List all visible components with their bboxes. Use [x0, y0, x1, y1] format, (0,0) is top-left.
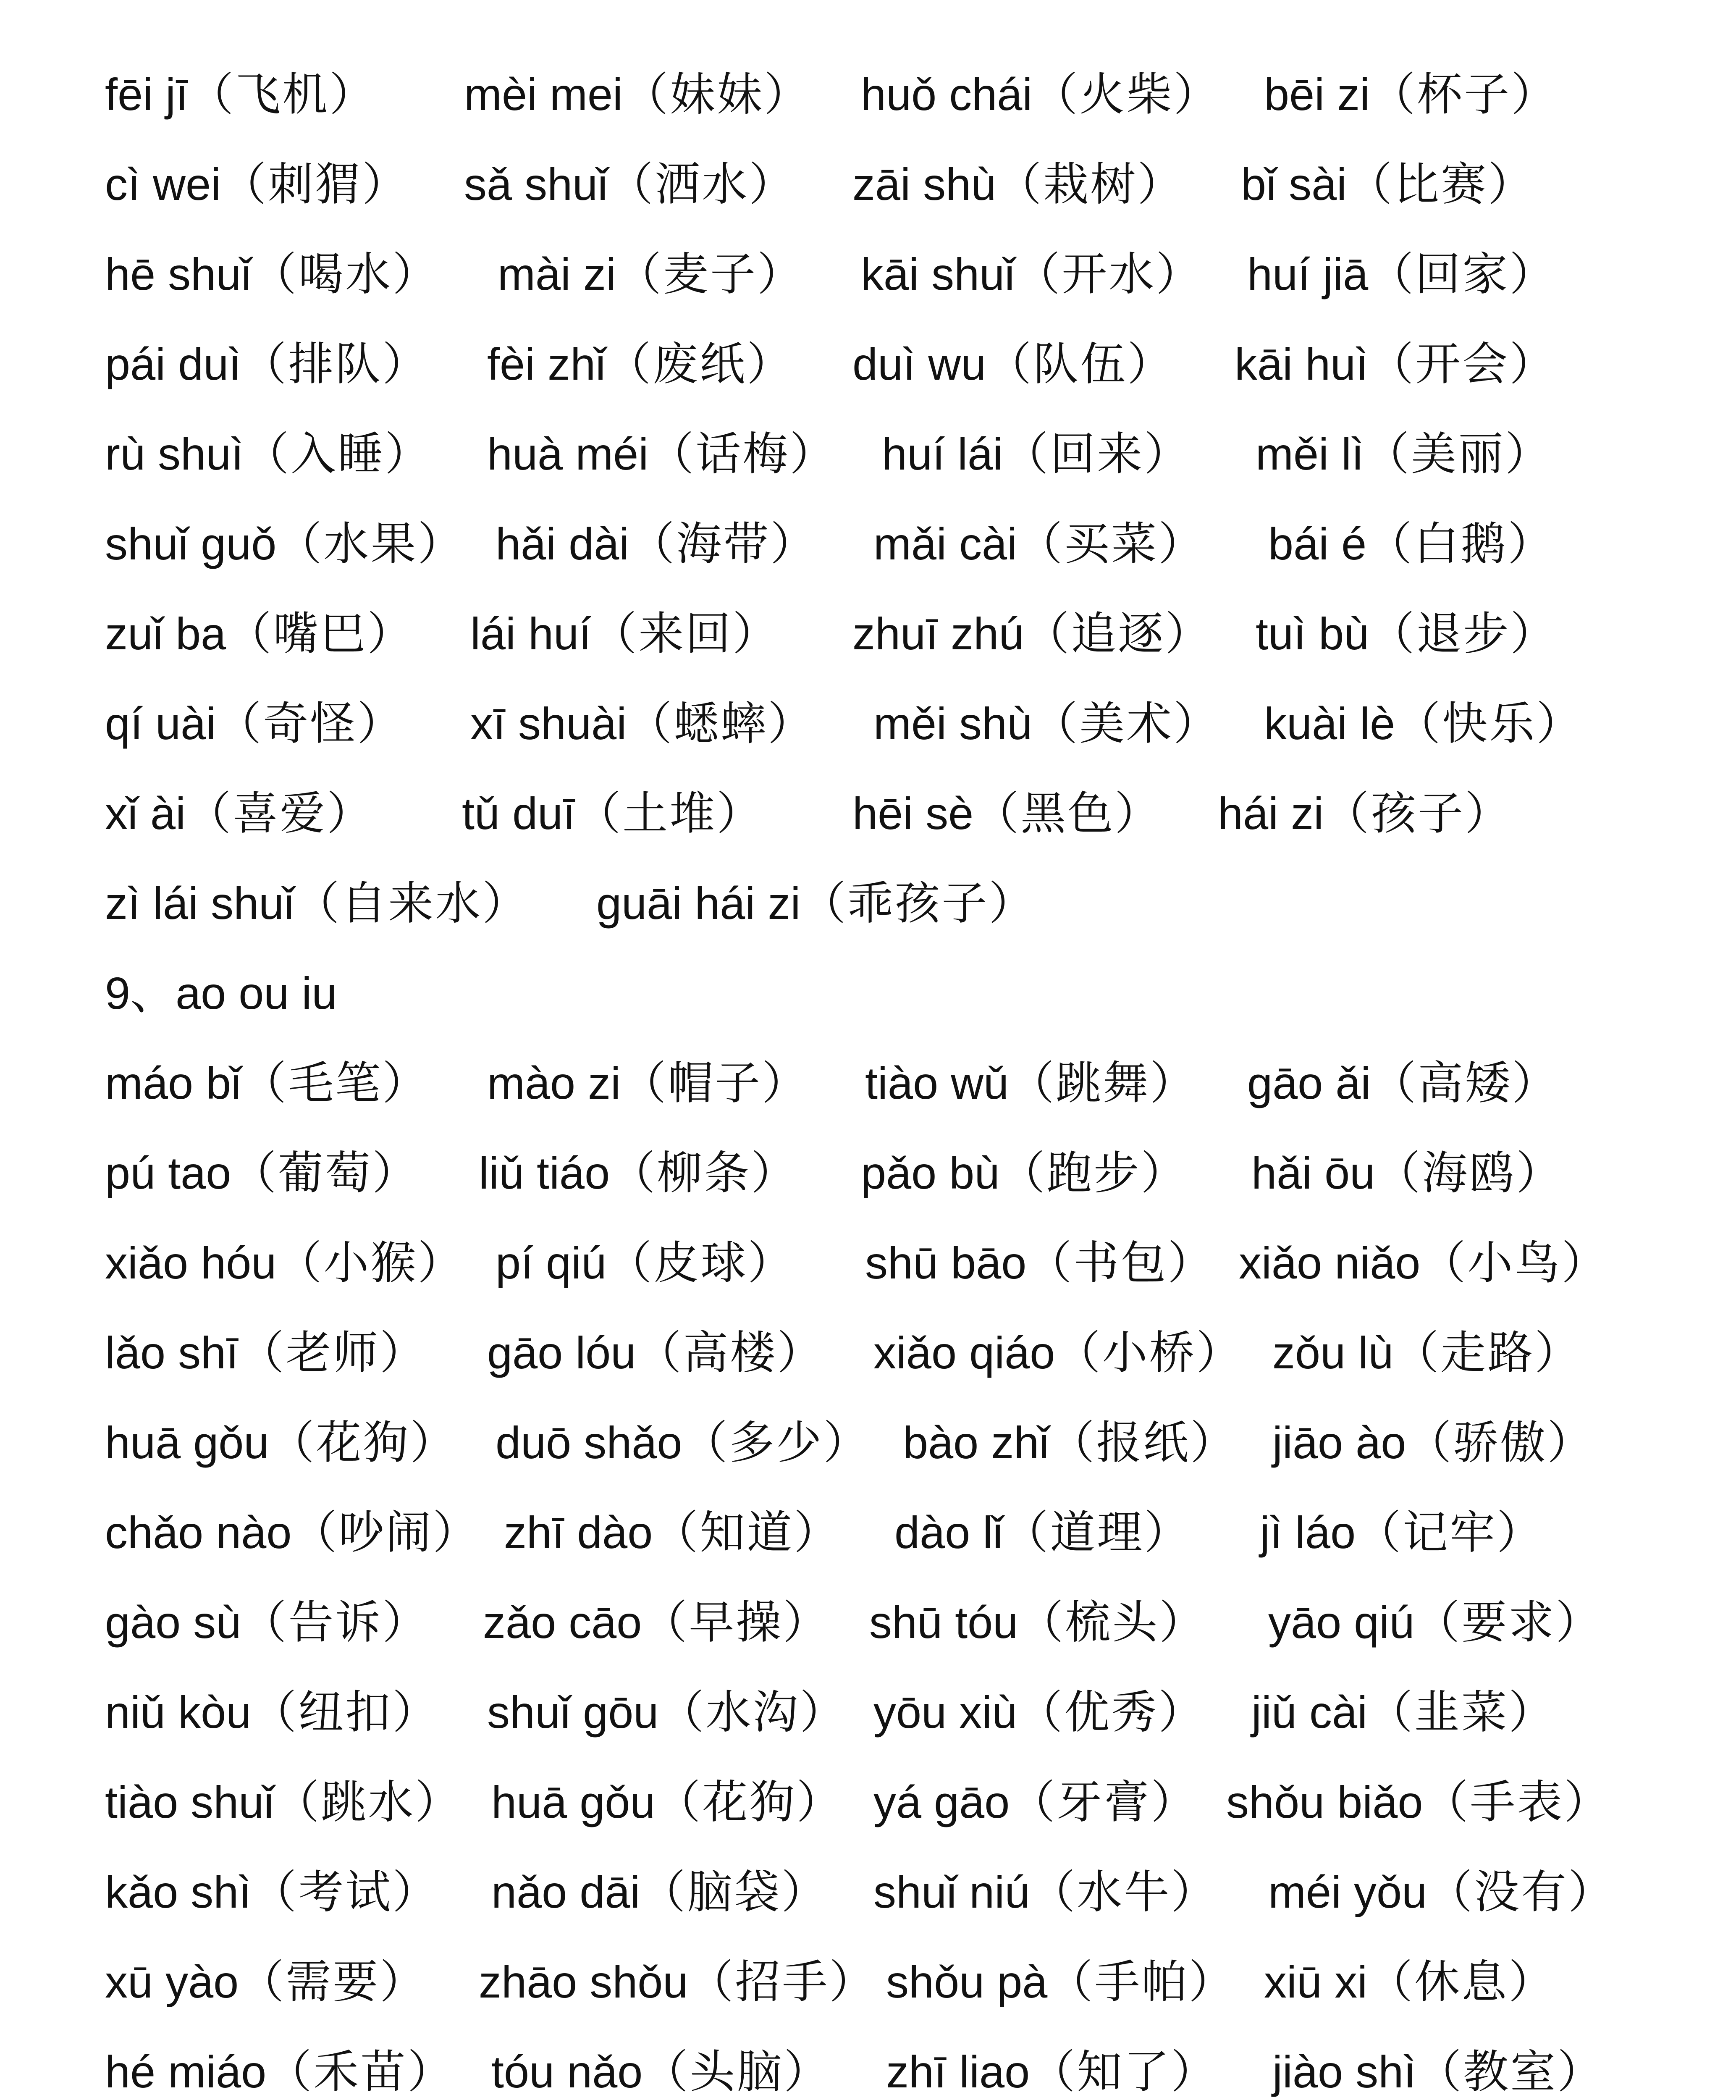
vocabulary-entry — [105, 1403, 457, 1483]
hanzi-text: （开会） — [1368, 338, 1557, 391]
vocabulary-entry — [105, 1942, 427, 2023]
pinyin-text: pái duì — [105, 339, 241, 389]
vocabulary-row — [0, 1672, 1736, 1752]
pinyin-text: měi lì — [1256, 428, 1364, 479]
hanzi-text: （快乐） — [1395, 698, 1584, 750]
hanzi-text: （美丽） — [1364, 428, 1552, 480]
hanzi-text: （早操） — [642, 1596, 830, 1649]
pinyin-text: xiǎo qiáo — [873, 1327, 1055, 1378]
vocabulary-entry — [105, 1043, 429, 1124]
pinyin-text: zhī dào — [504, 1507, 653, 1558]
pinyin-text: gāo ǎi — [1247, 1058, 1371, 1108]
vocabulary-row — [0, 1942, 1736, 2022]
vocabulary-entry — [1241, 144, 1535, 225]
vocabulary-entry — [852, 324, 1174, 405]
hanzi-text: （水果） — [276, 518, 465, 570]
hanzi-text: （纽扣） — [251, 1686, 440, 1739]
pinyin-text: shuǐ gōu — [487, 1687, 659, 1738]
pinyin-text: huí jiā — [1247, 249, 1369, 299]
pinyin-text: nǎo dāi — [491, 1866, 640, 1917]
pinyin-text: mǎi cài — [873, 518, 1017, 569]
hanzi-text: （排队） — [241, 338, 430, 391]
vocabulary-entry — [470, 684, 815, 764]
vocabulary-entry — [873, 1313, 1243, 1394]
pinyin-text: kāi shuǐ — [861, 249, 1015, 299]
hanzi-text: （知了） — [1030, 2046, 1218, 2098]
pinyin-text: zǎo cāo — [483, 1597, 642, 1648]
hanzi-text: （要求） — [1414, 1596, 1603, 1649]
vocabulary-entry — [1272, 1313, 1581, 1394]
hanzi-text: （知道） — [653, 1507, 841, 1559]
hanzi-text: （妹妹） — [623, 68, 811, 121]
hanzi-text: （高矮） — [1371, 1057, 1559, 1110]
hanzi-text: （奇怪） — [216, 698, 404, 750]
pinyin-text: yōu xiù — [873, 1687, 1017, 1738]
hanzi-text: （喝水） — [251, 248, 440, 301]
pinyin-text: mào zi — [487, 1058, 621, 1108]
pinyin-text: jiāo ào — [1272, 1417, 1406, 1468]
pinyin-text: hǎi ōu — [1251, 1147, 1375, 1198]
hanzi-text: （梳头） — [1018, 1596, 1206, 1649]
pinyin-text: tǔ duī — [462, 788, 576, 839]
pinyin-text: bēi zi — [1264, 69, 1370, 120]
pinyin-text: huǒ chái — [861, 69, 1033, 120]
hanzi-text: （花狗） — [655, 1776, 844, 1829]
vocabulary-entry — [869, 1583, 1206, 1663]
pinyin-text: bào zhǐ — [903, 1417, 1049, 1468]
vocabulary-entry — [105, 1583, 429, 1663]
hanzi-text: （追逐） — [1024, 608, 1212, 660]
pinyin-text: guāi hái zi — [596, 878, 801, 929]
hanzi-text: （老师） — [239, 1327, 427, 1379]
vocabulary-entry — [105, 55, 376, 135]
vocabulary-entry — [1260, 1493, 1544, 1573]
pinyin-text: shuǐ niú — [873, 1866, 1030, 1917]
pinyin-text: xiǎo hóu — [105, 1237, 277, 1288]
pinyin-text: gāo lóu — [487, 1327, 636, 1378]
hanzi-text: （优秀） — [1017, 1686, 1206, 1739]
vocabulary-entry — [1218, 774, 1512, 854]
vocabulary-entry — [105, 1762, 462, 1843]
hanzi-text: （海带） — [629, 518, 818, 570]
pinyin-text: bǐ sài — [1241, 159, 1347, 210]
pinyin-text: jì láo — [1260, 1507, 1356, 1558]
vocabulary-entry — [105, 1313, 427, 1394]
pinyin-text: yāo qiú — [1268, 1597, 1415, 1648]
pinyin-text: xǐ ài — [105, 788, 186, 839]
pinyin-text: jiǔ cài — [1251, 1687, 1368, 1738]
pinyin-text: yá gāo — [873, 1777, 1010, 1827]
hanzi-text: （飞机） — [188, 68, 377, 121]
pinyin-text: kāi huì — [1235, 339, 1369, 389]
vocabulary-entry — [105, 1223, 464, 1304]
pinyin-text: hē shuǐ — [105, 249, 252, 299]
vocabulary-entry — [105, 774, 374, 854]
hanzi-text: （走路） — [1393, 1327, 1582, 1379]
vocabulary-entry — [873, 504, 1205, 585]
hanzi-text: （禾苗） — [266, 2046, 455, 2098]
vocabulary-entry — [873, 1672, 1205, 1753]
vocabulary-entry — [483, 1583, 830, 1663]
vocabulary-row — [0, 1313, 1736, 1393]
vocabulary-row — [0, 324, 1736, 404]
hanzi-text: （手表） — [1423, 1776, 1611, 1829]
hanzi-text: （脑袋） — [640, 1866, 829, 1919]
pinyin-text: pí qiú — [496, 1237, 607, 1288]
hanzi-text: （开水） — [1015, 248, 1203, 301]
vocabulary-entry — [596, 864, 1036, 944]
vocabulary-row — [0, 55, 1736, 134]
hanzi-text: （毛笔） — [241, 1057, 430, 1110]
hanzi-text: （跳舞） — [1009, 1057, 1197, 1110]
pinyin-text: měi shù — [873, 698, 1033, 749]
pinyin-text: tiào shuǐ — [105, 1777, 274, 1827]
vocabulary-entry — [464, 55, 811, 135]
vocabulary-entry — [1235, 324, 1556, 405]
hanzi-text: （招手） — [688, 1956, 876, 2008]
hanzi-text: （柳条） — [610, 1147, 798, 1200]
vocabulary-entry — [462, 774, 763, 854]
hanzi-text: （头脑） — [642, 2046, 831, 2098]
vocabulary-entry — [105, 1133, 419, 1214]
vocabulary-row — [0, 1493, 1736, 1572]
vocabulary-entry — [873, 1852, 1218, 1933]
vocabulary-entry — [865, 1223, 1214, 1304]
vocabulary-entry — [886, 2032, 1218, 2100]
vocabulary-entry — [491, 2032, 831, 2100]
hanzi-text: （骄傲） — [1406, 1417, 1594, 1469]
pinyin-text: rù shuì — [105, 428, 244, 479]
pinyin-text: xiǎo niǎo — [1239, 1237, 1421, 1288]
hanzi-text: （海鸥） — [1375, 1147, 1563, 1200]
pinyin-text: xū yào — [105, 1956, 239, 2007]
pinyin-text: zǒu lù — [1272, 1327, 1394, 1378]
vocabulary-entry — [105, 594, 414, 675]
pinyin-text: lǎo shī — [105, 1327, 239, 1378]
vocabulary-entry — [852, 594, 1212, 675]
vocabulary-entry — [487, 1672, 847, 1753]
vocabulary-row — [0, 144, 1736, 224]
pinyin-text: zhī liao — [886, 2046, 1030, 2097]
vocabulary-entry — [1226, 1762, 1611, 1843]
pinyin-text: méi yǒu — [1268, 1866, 1427, 1917]
hanzi-text: （考试） — [251, 1866, 440, 1919]
hanzi-text: （来回） — [591, 608, 780, 660]
pinyin-text: zāi shù — [852, 159, 996, 210]
vocabulary-entry — [1264, 1942, 1555, 2023]
vocabulary-entry — [903, 1403, 1237, 1483]
vocabulary-entry — [1256, 414, 1552, 495]
vocabulary-entry — [105, 144, 409, 225]
hanzi-text: （比赛） — [1347, 158, 1535, 211]
pinyin-text: bái é — [1268, 518, 1367, 569]
pinyin-text: mèi mei — [464, 69, 623, 120]
vocabulary-entry — [861, 234, 1203, 315]
hanzi-text: （土堆） — [575, 788, 764, 840]
pinyin-text: jiào shì — [1272, 2046, 1416, 2097]
hanzi-text: （回家） — [1368, 248, 1557, 301]
vocabulary-row — [0, 234, 1736, 314]
hanzi-text: （皮球） — [606, 1237, 795, 1289]
vocabulary-entry — [1268, 504, 1555, 585]
hanzi-text: （话梅） — [648, 428, 837, 480]
hanzi-text: （多少） — [682, 1417, 871, 1469]
vocabulary-row — [0, 2032, 1736, 2100]
hanzi-text: （吵闹） — [291, 1507, 480, 1559]
pinyin-text: cì wei — [105, 159, 221, 210]
hanzi-text: （韭菜） — [1367, 1686, 1556, 1739]
pinyin-text: zhuī zhú — [852, 608, 1024, 659]
pinyin-text: huí lái — [882, 428, 1003, 479]
vocabulary-entry — [1264, 55, 1558, 135]
vocabulary-entry — [498, 234, 804, 315]
vocabulary-row — [0, 504, 1736, 584]
hanzi-text: （退步） — [1369, 608, 1558, 660]
pinyin-text: sǎ shuǐ — [464, 159, 608, 210]
vocabulary-entry — [894, 1493, 1191, 1573]
vocabulary-entry — [491, 1852, 828, 1933]
vocabulary-entry — [496, 1223, 795, 1304]
hanzi-text: （教室） — [1416, 2046, 1605, 2098]
pinyin-text: tuì bù — [1256, 608, 1369, 659]
hanzi-text: （小桥） — [1055, 1327, 1243, 1379]
hanzi-text: （白鹅） — [1366, 518, 1555, 570]
hanzi-text: （刺猬） — [221, 158, 409, 211]
hanzi-text: （喜爱） — [186, 788, 374, 840]
hanzi-text: （入睡） — [244, 428, 432, 480]
pinyin-text: kuài lè — [1264, 698, 1395, 749]
hanzi-text: （自来水） — [294, 877, 530, 930]
hanzi-text: （回来） — [1003, 428, 1191, 480]
vocabulary-entry — [105, 1852, 439, 1933]
vocabulary-entry — [105, 684, 404, 764]
vocabulary-row — [0, 1403, 1736, 1483]
vocabulary-entry — [504, 1493, 841, 1573]
hanzi-text: （火柴） — [1032, 68, 1221, 121]
pinyin-text: tóu nǎo — [491, 2046, 643, 2097]
vocabulary-entry — [861, 55, 1220, 135]
pinyin-text: lái huí — [470, 608, 592, 659]
hanzi-text: （嘴巴） — [226, 608, 414, 660]
hanzi-text: （美术） — [1032, 698, 1221, 750]
hanzi-text: （乖孩子） — [800, 877, 1036, 930]
hanzi-text: （废纸） — [606, 338, 794, 391]
vocabulary-row — [0, 1223, 1736, 1303]
hanzi-text: （手帕） — [1047, 1956, 1236, 2008]
vocabulary-entry — [852, 774, 1162, 854]
vocabulary-row — [0, 1762, 1736, 1842]
pinyin-text: huā gǒu — [491, 1777, 656, 1827]
vocabulary-entry — [886, 1942, 1235, 2023]
pinyin-text: huà méi — [487, 428, 649, 479]
hanzi-text: （牙膏） — [1010, 1776, 1198, 1829]
vocabulary-entry — [1247, 234, 1556, 315]
hanzi-text: （买菜） — [1017, 518, 1206, 570]
hanzi-text: （黑色） — [973, 788, 1162, 840]
hanzi-text: （跑步） — [999, 1147, 1188, 1200]
pinyin-text: hǎi dài — [496, 518, 629, 569]
vocabulary-entry — [1251, 1672, 1555, 1753]
vocabulary-entry — [1268, 1852, 1615, 1933]
pinyin-text: gào sù — [105, 1597, 241, 1648]
vocabulary-entry — [882, 414, 1191, 495]
vocabulary-entry — [479, 1133, 798, 1214]
vocabulary-row — [0, 684, 1736, 764]
hanzi-text: （孩子） — [1324, 788, 1512, 840]
hanzi-text: （葡萄） — [231, 1147, 420, 1200]
pinyin-text: liǔ tiáo — [479, 1147, 610, 1198]
vocabulary-entry — [105, 1672, 439, 1753]
pinyin-text: shǒu biǎo — [1226, 1777, 1423, 1827]
pinyin-text: hēi sè — [852, 788, 974, 839]
pinyin-text: chǎo nào — [105, 1507, 292, 1558]
vocabulary-entry — [487, 414, 837, 495]
vocabulary-entry — [105, 234, 439, 315]
pinyin-text: xī shuài — [470, 698, 627, 749]
vocabulary-entry — [479, 1942, 876, 2023]
hanzi-text: （报纸） — [1049, 1417, 1238, 1469]
pinyin-text: máo bǐ — [105, 1058, 241, 1108]
vocabulary-row — [0, 1133, 1736, 1213]
hanzi-text: （记牢） — [1356, 1507, 1544, 1559]
vocabulary-entry — [491, 1762, 843, 1843]
vocabulary-entry — [1264, 684, 1583, 764]
pinyin-text: duì wu — [852, 339, 986, 389]
hanzi-text: （帽子） — [621, 1057, 809, 1110]
vocabulary-entry — [105, 864, 529, 944]
vocabulary-entry — [1239, 1223, 1608, 1304]
hanzi-text: （栽树） — [996, 158, 1185, 211]
pinyin-text: pǎo bù — [861, 1147, 1000, 1198]
vocabulary-entry — [487, 1313, 824, 1394]
pinyin-text: zhāo shǒu — [479, 1956, 688, 2007]
pinyin-text: hái zi — [1218, 788, 1324, 839]
pinyin-text: mài zi — [498, 249, 616, 299]
hanzi-text: （道理） — [1003, 1507, 1191, 1559]
vocabulary-row — [0, 1852, 1736, 1932]
vocabulary-entry — [861, 1133, 1188, 1214]
pinyin-text: shǒu pà — [886, 1956, 1048, 2007]
vocabulary-row — [0, 864, 1736, 943]
hanzi-text: （水牛） — [1030, 1866, 1218, 1919]
pinyin-text: fēi jī — [105, 69, 189, 120]
pinyin-text: zuǐ ba — [105, 608, 226, 659]
vocabulary-entry — [105, 414, 432, 495]
vocabulary-row — [0, 594, 1736, 674]
vocabulary-entry — [496, 504, 817, 585]
pinyin-text: huā gǒu — [105, 1417, 269, 1468]
hanzi-text: （麦子） — [616, 248, 805, 301]
section-heading: 9、ao ou iu — [105, 968, 337, 1018]
hanzi-text: （小鸟） — [1420, 1237, 1609, 1289]
vocabulary-row — [0, 414, 1736, 494]
vocabulary-entry — [487, 324, 794, 405]
hanzi-text: （书包） — [1026, 1237, 1215, 1289]
pinyin-text: hé miáo — [105, 2046, 267, 2097]
pinyin-text: pú tao — [105, 1147, 231, 1198]
pinyin-text: zì lái shuǐ — [105, 878, 294, 929]
hanzi-text: （蟋蟀） — [627, 698, 815, 750]
hanzi-text: （需要） — [239, 1956, 427, 2008]
pinyin-text: fèi zhǐ — [487, 339, 606, 389]
hanzi-text: （杯子） — [1370, 68, 1558, 121]
vocabulary-entry — [1251, 1133, 1563, 1214]
vocabulary-entry — [105, 324, 429, 405]
vocabulary-entry — [1247, 1043, 1559, 1124]
pinyin-text: duō shǎo — [496, 1417, 682, 1468]
hanzi-text: （水沟） — [658, 1686, 847, 1739]
hanzi-text: （花狗） — [269, 1417, 457, 1469]
pinyin-text: tiào wǔ — [865, 1058, 1009, 1108]
vocabulary-entry — [1272, 2032, 1604, 2100]
vocabulary-entry — [1256, 594, 1557, 675]
hanzi-text: （跳水） — [274, 1776, 462, 1829]
pinyin-text: dào lǐ — [894, 1507, 1003, 1558]
vocabulary-row — [0, 774, 1736, 853]
vocabulary-entry — [1272, 1403, 1594, 1483]
vocabulary-entry — [105, 1493, 480, 1573]
vocabulary-entry — [105, 504, 464, 585]
vocabulary-entry — [873, 684, 1220, 764]
hanzi-text: （休息） — [1367, 1956, 1556, 2008]
vocabulary-entry — [1268, 1583, 1602, 1663]
vocabulary-row — [0, 1043, 1736, 1123]
pinyin-text: kǎo shì — [105, 1866, 252, 1917]
pinyin-text: niǔ kòu — [105, 1687, 252, 1738]
pinyin-text: shuǐ guǒ — [105, 518, 277, 569]
vocabulary-entry — [873, 1762, 1198, 1843]
vocabulary-entry — [105, 2032, 454, 2100]
vocabulary-entry — [487, 1043, 809, 1124]
pinyin-text: shū tóu — [869, 1597, 1018, 1648]
hanzi-text: （洒水） — [608, 158, 796, 211]
pinyin-text: qí uài — [105, 698, 216, 749]
vocabulary-entry — [470, 594, 779, 675]
vocabulary-entry — [496, 1403, 870, 1483]
hanzi-text: （没有） — [1427, 1866, 1615, 1919]
hanzi-text: （告诉） — [241, 1596, 430, 1649]
pinyin-text: xiū xi — [1264, 1956, 1368, 2007]
vocabulary-entry — [852, 144, 1184, 225]
hanzi-text: （高楼） — [636, 1327, 824, 1379]
vocabulary-entry — [464, 144, 796, 225]
vocabulary-entry — [865, 1043, 1197, 1124]
vocabulary-row — [0, 1583, 1736, 1662]
hanzi-text: （小猴） — [276, 1237, 465, 1289]
hanzi-text: （队伍） — [986, 338, 1175, 391]
pinyin-text: shū bāo — [865, 1237, 1027, 1288]
